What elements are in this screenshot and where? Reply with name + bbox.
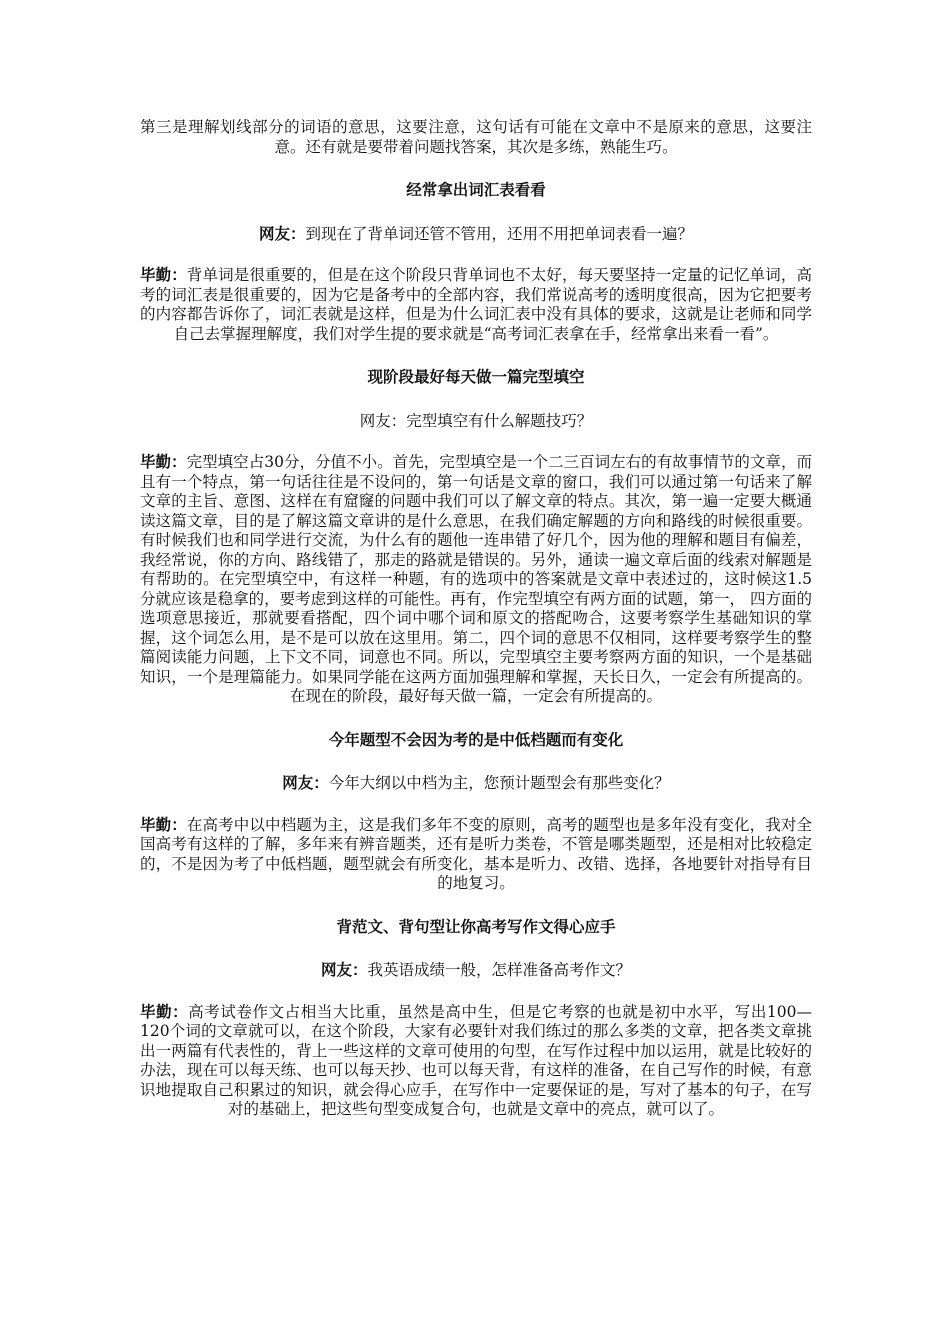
answer-speaker: 毕勤： — [140, 815, 187, 834]
answer-text: 高考试卷作文占相当大比重，虽然是高中生，但是它考察的也就是初中水平，写出100—120个词的文章就可以，在这个阶段，大家有必要针对我们练过的那么多类的文章，把各类文章挑出一两篇有代表性的，背上一些这样的文章可使用的句型，在写作过程中加以运用，就是比较好的办法，现在可以每天练、也可以每天抄、也可以每天背，有这样的准备，在自己写作的时候，有意识地提取自己积累过的知识，就会得心应手，在写作中一定要保证的是，写对了基本的句子，在写对的基础上，把这些句型变成复合句，也就是文章中的亮点，就可以了。 — [140, 1002, 812, 1118]
answer-text: 完型填空占30分，分值不小。首先，完型填空是一个二三百词左右的有故事情节的文章，而且有一个特点，第一句话往往是不设问的，第一句话是文章的窗口，我们可以通过第一句话来了解文章的主旨、意图、这样在有窟窿的问题中我们可以了解文章的特点。其次，第一遍一定要大概通读这篇文章，目的是了解这篇文章讲的是什么意思，在我们确定解题的方向和路线的时候很重要。有时候我们也和同学进行交流，为什么有的题他一连串错了好几个，因为他的理解和题目有偏差，我经常说，你的方向、路线错了，那走的路就是错误的。另外，通读一遍文章后面的线索对解题是有帮助的。在完型填空中，有这样一种题，有的选项中的答案就是文章中表述过的，这时候这1.5分就应该是稳拿的，要考虑到这样的可能性。再有，作完型填空有两方面的试题，第一， 四方面的选项意思接近，那就要看搭配，四个词中哪个词和原文的搭配吻合，这要考察学生基础知识的掌握，这个词怎么用，是不是可以放在这里用。第二，四个词的意思不仅相同，这样要考察学生的整篇阅读能力问题，上下文不同，词意也不同。所以，完型填空主要考察两方面的知识，一个是基础知识，一个是理篇能力。如果同学能在这两方面加强理解和掌握，天长日久，一定会有所提高的。 在现在的阶段，最好每天做一篇，一定会有所提高的。 — [140, 453, 812, 705]
section-heading: 经常拿出词汇表看看 — [406, 181, 546, 199]
section-heading: 今年题型不会因为考的是中低档题而有变化 — [328, 730, 624, 749]
question-text: 到现在了背单词还管不管用，还用不用把单词表看一遍？ — [305, 224, 694, 243]
section-heading: 现阶段最好每天做一篇完型填空 — [367, 368, 585, 386]
answer-paragraph — [140, 266, 812, 344]
answer-speaker: 毕勤： — [140, 1002, 189, 1021]
answer-paragraph — [140, 453, 812, 707]
answer-text: 在高考中以中档题为主，这是我们多年不变的原则，高考的题型也是多年没有变化，我对全国高考有这样的了解，多年来有辨音题类，还有是听力类卷，不管是哪类题型，还是相对比较稳定的，不是因为考了中低档题，题型就会有所变化，基本是听力、改错、选择，各地要针对指导有目的地复习。 — [140, 815, 812, 892]
question-paragraph — [140, 412, 812, 432]
question-paragraph — [140, 774, 812, 794]
answer-speaker: 毕勤： — [140, 453, 187, 471]
answer-speaker: 毕勤： — [140, 266, 187, 284]
question-text: 今年大纲以中档为主，您预计题型会有那些变化？ — [328, 774, 670, 792]
answer-paragraph — [140, 816, 812, 894]
question-speaker: 网友： — [359, 411, 407, 430]
intro-paragraph: 第三是理解划线部分的词语的意思，这要注意，这句话有可能在文章中不是原来的意思，这要注意。还有就是要带着问题找答案，其次是多练，熟能生巧。 — [140, 118, 812, 156]
document-page — [140, 118, 812, 1120]
question-speaker: 网友： — [320, 961, 368, 979]
question-speaker: 网友： — [282, 774, 329, 792]
answer-paragraph — [140, 1003, 812, 1120]
question-paragraph — [140, 961, 812, 981]
question-text: 完型填空有什么解题技巧？ — [406, 411, 593, 430]
question-paragraph — [140, 225, 812, 245]
answer-text: 背单词是很重要的，但是在这个阶段只背单词也不太好，每天要坚持一定量的记忆单词，高考的词汇表是很重要的，因为它是备考中的全部内容，我们常说高考的透明度很高，因为它把要考的内容都告诉你了，词汇表就是这样，但是为什么词汇表中没有具体的要求，这就是让老师和同学自己去掌握理解度，我们对学生提的要求就是“高考词汇表拿在手，经常拿出来看一看”。 — [140, 266, 812, 343]
question-speaker: 网友： — [258, 224, 306, 243]
section-heading: 背范文、背句型让你高考写作文得心应手 — [336, 917, 616, 936]
question-text: 我英语成绩一般，怎样准备高考作文？ — [367, 961, 632, 979]
